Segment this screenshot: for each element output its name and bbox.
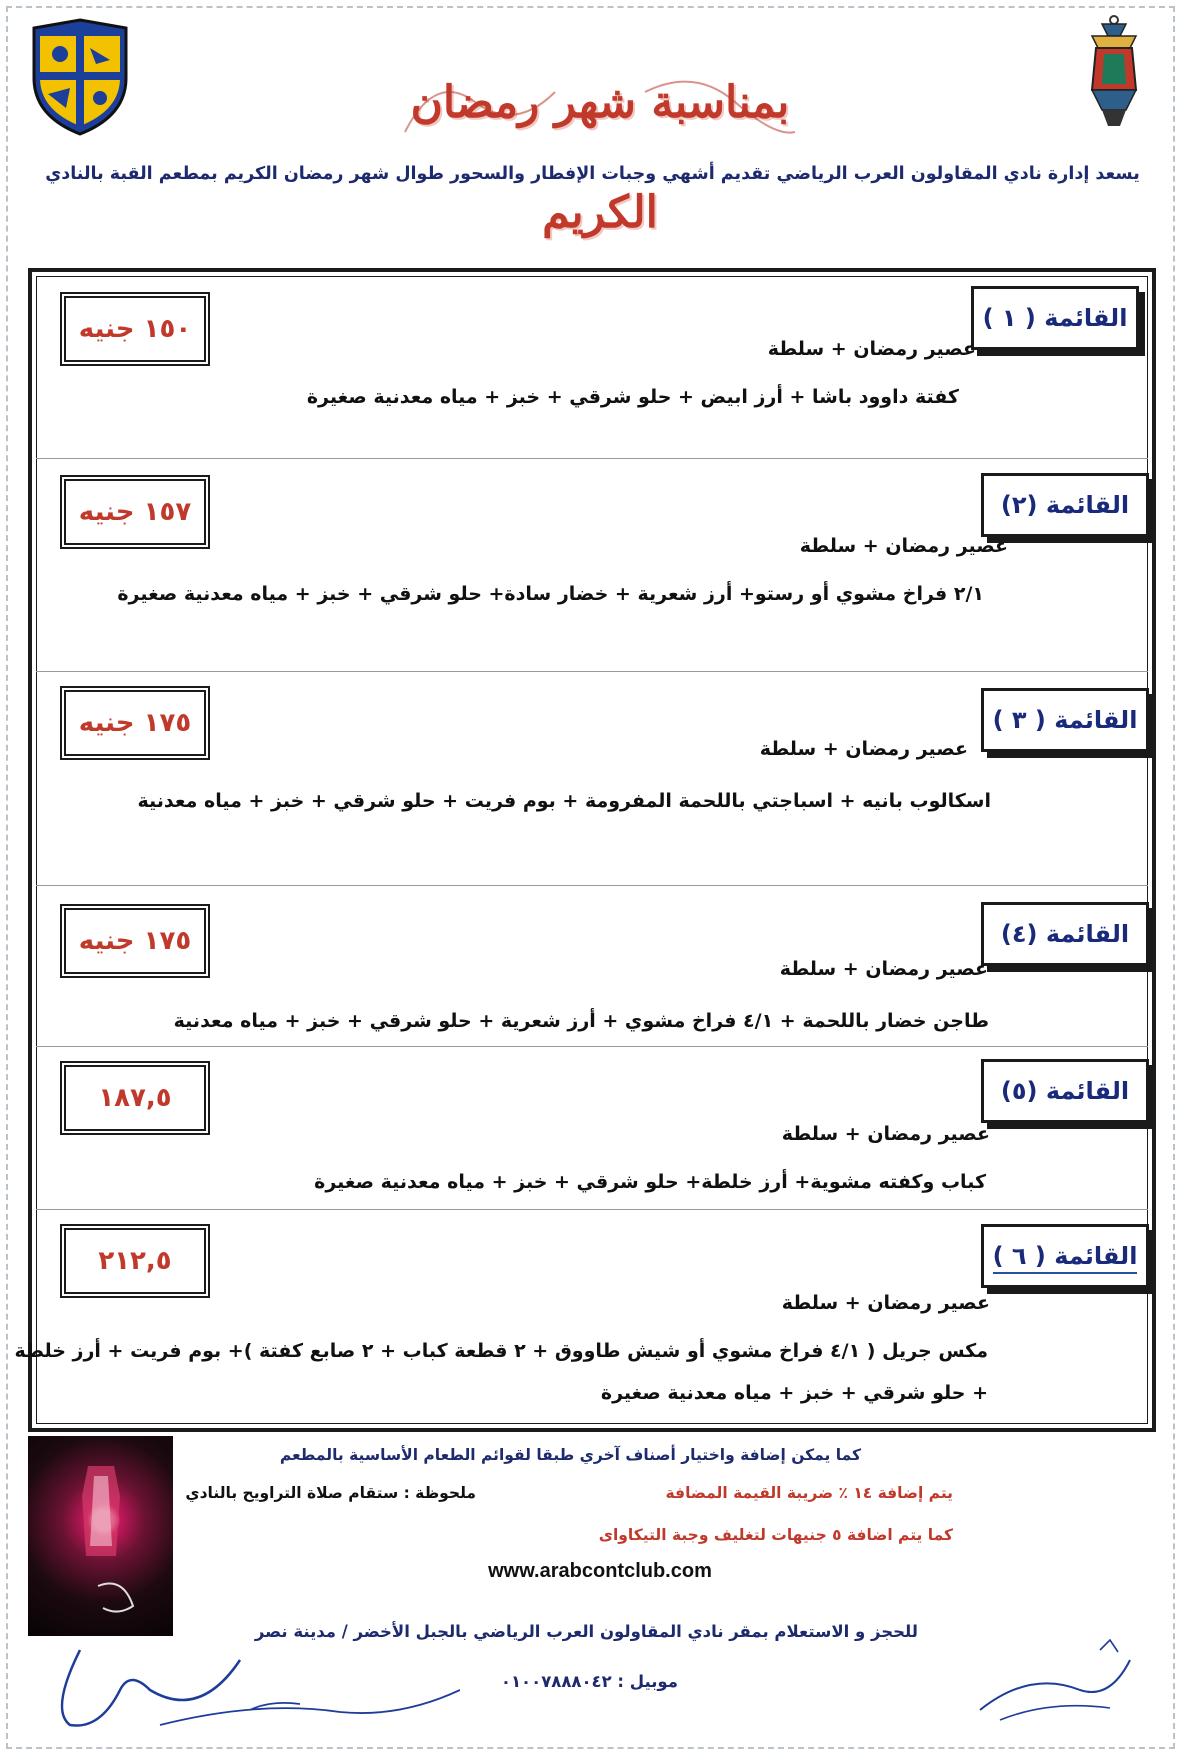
menu-label-1: القائمة ( ١ )	[971, 286, 1139, 350]
menu-price-1: ١٥٠ جنيه	[64, 296, 206, 362]
menu-label-6	[981, 1224, 1149, 1288]
menu-drink-line-1: عصير رمضان + سلطة	[767, 338, 976, 360]
website-link[interactable]: www.arabcontclub.com	[488, 1560, 712, 1582]
title-flourish-icon	[395, 62, 805, 152]
menu-section-5	[36, 1047, 1148, 1210]
signature-right-icon	[960, 1630, 1160, 1730]
signature-left-icon	[40, 1630, 460, 1740]
menu-section-3	[36, 672, 1148, 886]
menu-section-6	[14, 1210, 1148, 1424]
taraweeh-note: ملحوظة : ستقام صلاة التراويح بالنادي	[185, 1484, 476, 1502]
menu-label-5: القائمة (٥)	[981, 1059, 1149, 1123]
menu-items-line-4: طاجن خضار باللحمة + ٤/١ فراخ مشوي + أرز شعرية + حلو شرقي + خبز + مياه معدنية	[173, 1010, 989, 1032]
menu-label-2: القائمة (٢)	[981, 473, 1149, 537]
menu-drink-line-2: عصير رمضان + سلطة	[799, 535, 1008, 557]
ramadan-photo	[28, 1436, 173, 1636]
menu-items-line-3: اسكالوب بانيه + اسباجتي باللحمة المفرومة + بوم فريت + حلو شرقي + خبز + مياه معدنية	[137, 790, 991, 812]
menu-label-4: القائمة (٤)	[981, 902, 1149, 966]
booking-info: للحجز و الاستعلام بمقر نادي المقاولون العرب الرياضي بالجبل الأخضر / مدينة نصر	[254, 1622, 918, 1641]
menu-items-line-2: ٢/١ فراخ مشوي أو رستو+ أرز شعرية + خضار سادة+ حلو شرقي + خبز + مياه معدنية صغيرة	[117, 583, 984, 605]
menu-section-2	[36, 459, 1148, 672]
vat-note: يتم إضافة ١٤ ٪ ضريبة القيمة المضافة	[665, 1484, 953, 1502]
lantern-glow-icon	[28, 1436, 173, 1636]
menu-price-2: ١٥٧ جنيه	[64, 479, 206, 545]
menu-section-1	[36, 276, 1148, 459]
menu-section-4	[36, 886, 1148, 1047]
menu-items-line-6b: + حلو شرقي + خبز + مياه معدنية صغيرة	[600, 1382, 988, 1404]
extras-note: كما يمكن إضافة واختيار أصناف آخري طبقا لقوائم الطعام الأساسية بالمطعم	[279, 1446, 861, 1464]
mobile-number: موبيل : ٠١٠٠٧٨٨٨٠٤٢	[500, 1672, 678, 1691]
menu-price-4: ١٧٥ جنيه	[64, 908, 206, 974]
intro-text: يسعد إدارة نادي المقاولون العرب الرياضي تقديم أشهي وجبات الإفطار والسحور طوال شهر رمضان الكريم بمطعم القبة بالنادي	[45, 164, 1140, 184]
menu-drink-line-3: عصير رمضان + سلطة	[759, 738, 968, 760]
packaging-note: كما يتم اضافة ٥ جنيهات لتغليف وجبة التيكاواى	[598, 1526, 953, 1544]
menu-drink-line-4: عصير رمضان + سلطة	[779, 958, 988, 980]
menu-price-5: ١٨٧,٥	[64, 1065, 206, 1131]
menu-price-3: ١٧٥ جنيه	[64, 690, 206, 756]
lantern-icon	[1080, 14, 1148, 132]
page-title: بمناسبة شهر رمضان الكريم	[410, 77, 790, 238]
menu-items-line-1: كفتة داوود باشا + أرز ابيض + حلو شرقي + خبز + مياه معدنية صغيرة	[306, 386, 959, 408]
menu-price-6: ٢١٢,٥	[64, 1228, 206, 1294]
menu-items-line-5: كباب وكفته مشوية+ أرز خلطة+ حلو شرقي + خبز + مياه معدنية صغيرة	[314, 1171, 986, 1193]
menu-label-3: القائمة ( ٣ )	[981, 688, 1149, 752]
club-logo	[30, 18, 130, 136]
menu-drink-line-5: عصير رمضان + سلطة	[781, 1123, 990, 1145]
menu-drink-line-6: عصير رمضان + سلطة	[781, 1292, 990, 1314]
menu-items-line-6: مكس جريل ( ٤/١ فراخ مشوي أو شيش طاووق + ٢ قطعة كباب + ٢ صابع كفتة )+ بوم فريت + أرز خلطة	[14, 1340, 988, 1362]
menu-label-6-text: القائمة ( ٦ )	[993, 1242, 1138, 1274]
